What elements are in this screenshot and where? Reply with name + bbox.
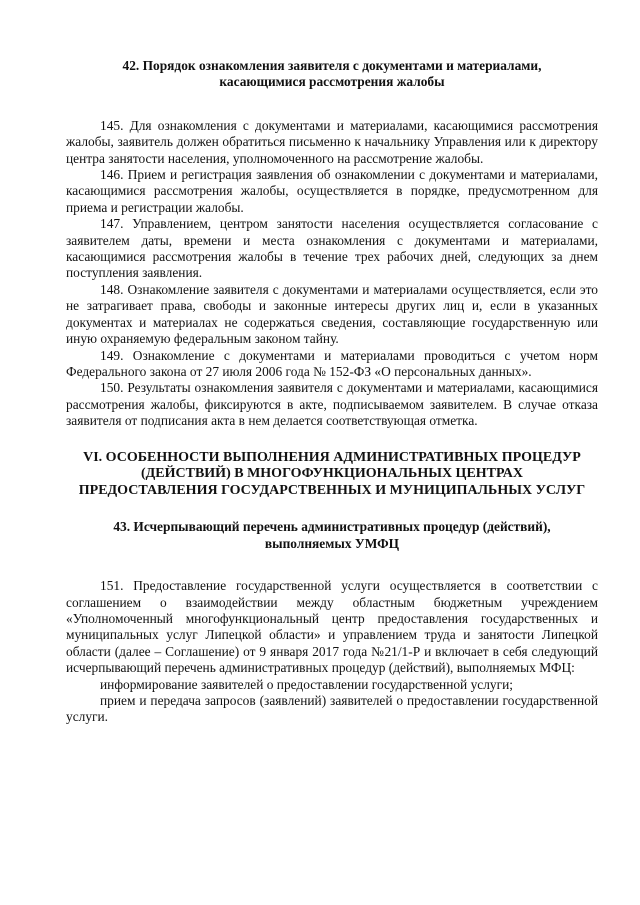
- paragraph-150: 150. Результаты ознакомления заявителя с документами и материалами, касающимися рассмотрения жалобы, фиксируются в акте, подписываемом заявителем. В случае отказа заявителя от подписания акта в нем делается соответствующая отметка.: [66, 380, 598, 429]
- paragraph-146: 146. Прием и регистрация заявления об ознакомлении с документами и материалами, касающимися рассмотрения жалобы, осуществляется в порядке, предусмотренном для приема и регистрации жалобы.: [66, 167, 598, 215]
- paragraph-147: 147. Управлением, центром занятости населения осуществляется согласование с заявителем даты, времени и места ознакомления с документами и материалами, касающимися рассмотрения жалобы в течение трех рабочих дней, следующих за днем поступления заявления.: [66, 216, 598, 281]
- section-vi-heading: VI. ОСОБЕННОСТИ ВЫПОЛНЕНИЯ АДМИНИСТРАТИВНЫХ ПРОЦЕДУР (ДЕЙСТВИЙ) В МНОГОФУНКЦИОНАЛЬНЫХ ЦЕНТРАХ ПРЕДОСТАВЛЕНИЯ ГОСУДАРСТВЕННЫХ И МУНИЦИПАЛЬНЫХ УСЛУГ: [78, 449, 586, 498]
- list-item-reception: прием и передача запросов (заявлений) заявителей о предоставлении государственной услуги.: [66, 692, 598, 725]
- paragraph-148: 148. Ознакомление заявителя с документами и материалами осуществляется, если это не затрагивает права, свободы и законные интересы других лиц и, если в указанных документах и материалах не содержаться сведения, составляющие государственную или иную охраняемую федеральным законом тайну.: [66, 281, 598, 347]
- spacer: [66, 91, 598, 118]
- spacer: [66, 499, 598, 519]
- paragraph-151: 151. Предоставление государственной услуги осуществляется в соответствии с соглашением о взаимодействии между областным бюджетным учреждением «Уполномоченный многофункциональный центр предоставления государственных и муниципальных услуг Липецкой области» и управлением труда и занятости Липецкой области (далее – Соглашение) от 9 января 2017 года №21/1-Р и включает в себя следующий исчерпывающий перечень административных процедур (действий), выполняемых МФЦ:: [66, 578, 598, 676]
- list-item-informing: информирование заявителей о предоставлении государственной услуги;: [100, 676, 513, 692]
- paragraph-149: 149. Ознакомление с документами и материалами проводиться с учетом норм Федерального закона от 27 июля 2006 года № 152-ФЗ «О персональных данных».: [66, 347, 598, 379]
- document-page: [66, 58, 598, 726]
- section-43-heading: 43. Исчерпывающий перечень административных процедур (действий), выполняемых УМФЦ: [113, 519, 551, 551]
- spacer: [66, 552, 598, 578]
- spacer: [66, 430, 598, 450]
- section-42-heading: 42. Порядок ознакомления заявителя с документами и материалами, касающимися рассмотрения жалобы: [122, 58, 542, 90]
- paragraph-145: 145. Для ознакомления с документами и материалами, касающимися рассмотрения жалобы, заявитель должен обратиться письменно к начальнику Управления или к директору центра занятости населения, уполномоченного на рассмотрение жалобы.: [66, 117, 598, 166]
